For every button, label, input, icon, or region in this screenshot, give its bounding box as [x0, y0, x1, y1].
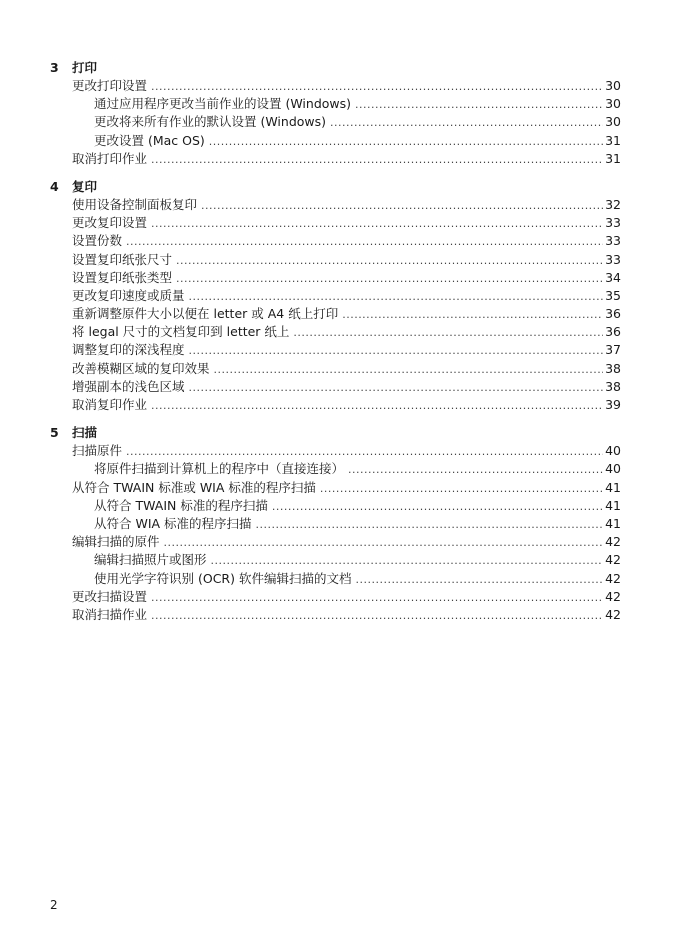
dot-leader — [189, 342, 604, 360]
toc-page-number: 30 — [605, 96, 621, 112]
dot-leader — [151, 607, 603, 625]
toc-entry-title: 编辑扫描的原件 — [72, 534, 160, 550]
toc-page-number: 40 — [605, 461, 621, 477]
chapter-heading[interactable] — [50, 177, 621, 196]
toc-entry-title: 更改扫描设置 — [72, 588, 148, 604]
toc-chapter — [50, 423, 621, 624]
toc-entry-title: 设置复印纸张尺寸 — [72, 251, 173, 267]
toc-page-number: 37 — [605, 342, 621, 358]
dot-leader — [126, 233, 603, 251]
toc-entry-title: 从符合 TWAIN 标准的程序扫描 — [94, 497, 268, 513]
toc-page-number: 38 — [605, 360, 621, 376]
chapter-title: 打印 — [72, 60, 98, 75]
chapter-heading[interactable] — [50, 58, 621, 77]
toc-page-number: 33 — [605, 251, 621, 267]
dot-leader — [209, 133, 603, 151]
toc-entry-title: 更改复印设置 — [72, 215, 148, 231]
toc-entry[interactable] — [50, 232, 621, 250]
toc-page-number: 31 — [605, 132, 621, 148]
dot-leader — [348, 461, 603, 479]
dot-leader — [272, 498, 603, 516]
toc-entry[interactable] — [50, 606, 621, 624]
dot-leader — [189, 288, 604, 306]
chapter-heading[interactable] — [50, 423, 621, 442]
toc-entry-title: 通过应用程序更改当前作业的设置 (Windows) — [94, 96, 352, 112]
toc-entry[interactable] — [50, 269, 621, 287]
toc-chapter — [50, 58, 621, 168]
toc-page-number: 33 — [605, 215, 621, 231]
toc-page-number: 34 — [605, 269, 621, 285]
dot-leader — [256, 516, 604, 534]
toc-entry-title: 从符合 TWAIN 标准或 WIA 标准的程序扫描 — [72, 479, 316, 495]
toc-entry[interactable] — [50, 251, 621, 269]
toc-entry-title: 增强副本的浅色区域 — [72, 378, 185, 394]
toc-entry-title: 将原件扫描到计算机上的程序中（直接连接） — [94, 461, 345, 477]
dot-leader — [330, 114, 603, 132]
toc-entry[interactable] — [50, 396, 621, 414]
toc-entry[interactable] — [50, 305, 621, 323]
table-of-contents — [50, 58, 621, 633]
toc-page-number: 30 — [605, 78, 621, 93]
toc-page-number: 30 — [605, 114, 621, 130]
dot-leader — [151, 215, 603, 233]
toc-page-number: 36 — [605, 306, 621, 322]
dot-leader — [320, 480, 603, 498]
toc-page-number: 42 — [605, 570, 621, 586]
toc-entry-title: 改善模糊区域的复印效果 — [72, 360, 210, 376]
dot-leader — [126, 443, 603, 461]
toc-entry-title: 设置份数 — [72, 233, 123, 249]
dot-leader — [176, 252, 603, 270]
dot-leader — [151, 397, 603, 415]
dot-leader — [211, 552, 604, 570]
dot-leader — [176, 270, 603, 288]
toc-entry[interactable] — [50, 442, 621, 460]
toc-entry-title: 使用设备控制面板复印 — [72, 196, 198, 212]
toc-page-number: 36 — [605, 324, 621, 340]
toc-entry-title: 更改设置 (Mac OS) — [94, 132, 205, 148]
toc-page-number: 35 — [605, 287, 621, 303]
toc-entry[interactable] — [50, 533, 621, 551]
dot-leader — [151, 151, 603, 169]
toc-page-number: 31 — [605, 150, 621, 166]
dot-leader — [151, 78, 603, 96]
toc-entry-title: 将 legal 尺寸的文档复印到 letter 纸上 — [72, 324, 290, 340]
toc-entry[interactable] — [50, 515, 621, 533]
toc-entry[interactable] — [50, 150, 621, 168]
toc-entry[interactable] — [50, 341, 621, 359]
toc-entry[interactable] — [50, 479, 621, 497]
toc-page-number: 40 — [605, 443, 621, 459]
toc-entry-title: 从符合 WIA 标准的程序扫描 — [94, 515, 252, 531]
dot-leader — [201, 197, 603, 215]
toc-entry-title: 调整复印的深浅程度 — [72, 342, 185, 358]
dot-leader — [342, 306, 603, 324]
toc-entry-title: 更改将来所有作业的默认设置 (Windows) — [94, 114, 327, 130]
toc-entry[interactable] — [50, 360, 621, 378]
toc-page-number: 42 — [605, 534, 621, 550]
toc-entry[interactable] — [50, 287, 621, 305]
toc-entry[interactable] — [50, 497, 621, 515]
toc-page-number: 42 — [605, 588, 621, 604]
dot-leader — [293, 324, 603, 342]
toc-page-number: 39 — [605, 397, 621, 412]
chapter-number: 5 — [50, 425, 59, 441]
page-number: 2 — [50, 898, 58, 912]
chapter-title: 复印 — [72, 178, 98, 194]
toc-entry[interactable] — [50, 588, 621, 606]
toc-entry-title: 重新调整原件大小以便在 letter 或 A4 纸上打印 — [72, 306, 339, 322]
toc-entry[interactable] — [50, 323, 621, 341]
dot-leader — [151, 589, 603, 607]
toc-entry-title: 扫描原件 — [72, 443, 123, 459]
chapter-number: 4 — [50, 178, 59, 194]
toc-entry[interactable] — [50, 113, 621, 131]
toc-page-number: 41 — [605, 515, 621, 531]
toc-entry[interactable] — [50, 378, 621, 396]
toc-page-number: 41 — [605, 497, 621, 513]
toc-entry-title: 设置复印纸张类型 — [72, 269, 173, 285]
dot-leader — [189, 379, 604, 397]
chapter-title: 扫描 — [72, 425, 98, 441]
toc-page-number: 38 — [605, 378, 621, 394]
toc-page-number: 32 — [605, 196, 621, 212]
toc-entry[interactable] — [50, 95, 621, 113]
toc-page-number: 33 — [605, 233, 621, 249]
toc-entry-title: 取消扫描作业 — [72, 606, 148, 622]
toc-entry[interactable] — [50, 214, 621, 232]
toc-entry[interactable] — [50, 132, 621, 150]
toc-entry-title: 编辑扫描照片或图形 — [94, 552, 207, 568]
dot-leader — [355, 571, 603, 589]
dot-leader — [355, 96, 603, 114]
toc-page-number: 42 — [605, 552, 621, 568]
toc-entry-title: 更改复印速度或质量 — [72, 287, 185, 303]
toc-entry[interactable] — [50, 77, 621, 95]
dot-leader — [164, 534, 604, 552]
toc-entry-title: 取消复印作业 — [72, 397, 148, 412]
toc-page-number: 42 — [605, 606, 621, 622]
toc-entry[interactable] — [50, 196, 621, 214]
toc-entry[interactable] — [50, 551, 621, 569]
toc-page-number: 41 — [605, 479, 621, 495]
chapter-number: 3 — [50, 60, 59, 75]
dot-leader — [214, 361, 604, 379]
toc-entry-title: 更改打印设置 — [72, 78, 148, 93]
toc-chapter — [50, 177, 621, 414]
toc-entry-title: 取消打印作业 — [72, 150, 148, 166]
toc-entry-title: 使用光学字符识别 (OCR) 软件编辑扫描的文档 — [94, 570, 352, 586]
toc-entry[interactable] — [50, 460, 621, 478]
toc-entry[interactable] — [50, 570, 621, 588]
